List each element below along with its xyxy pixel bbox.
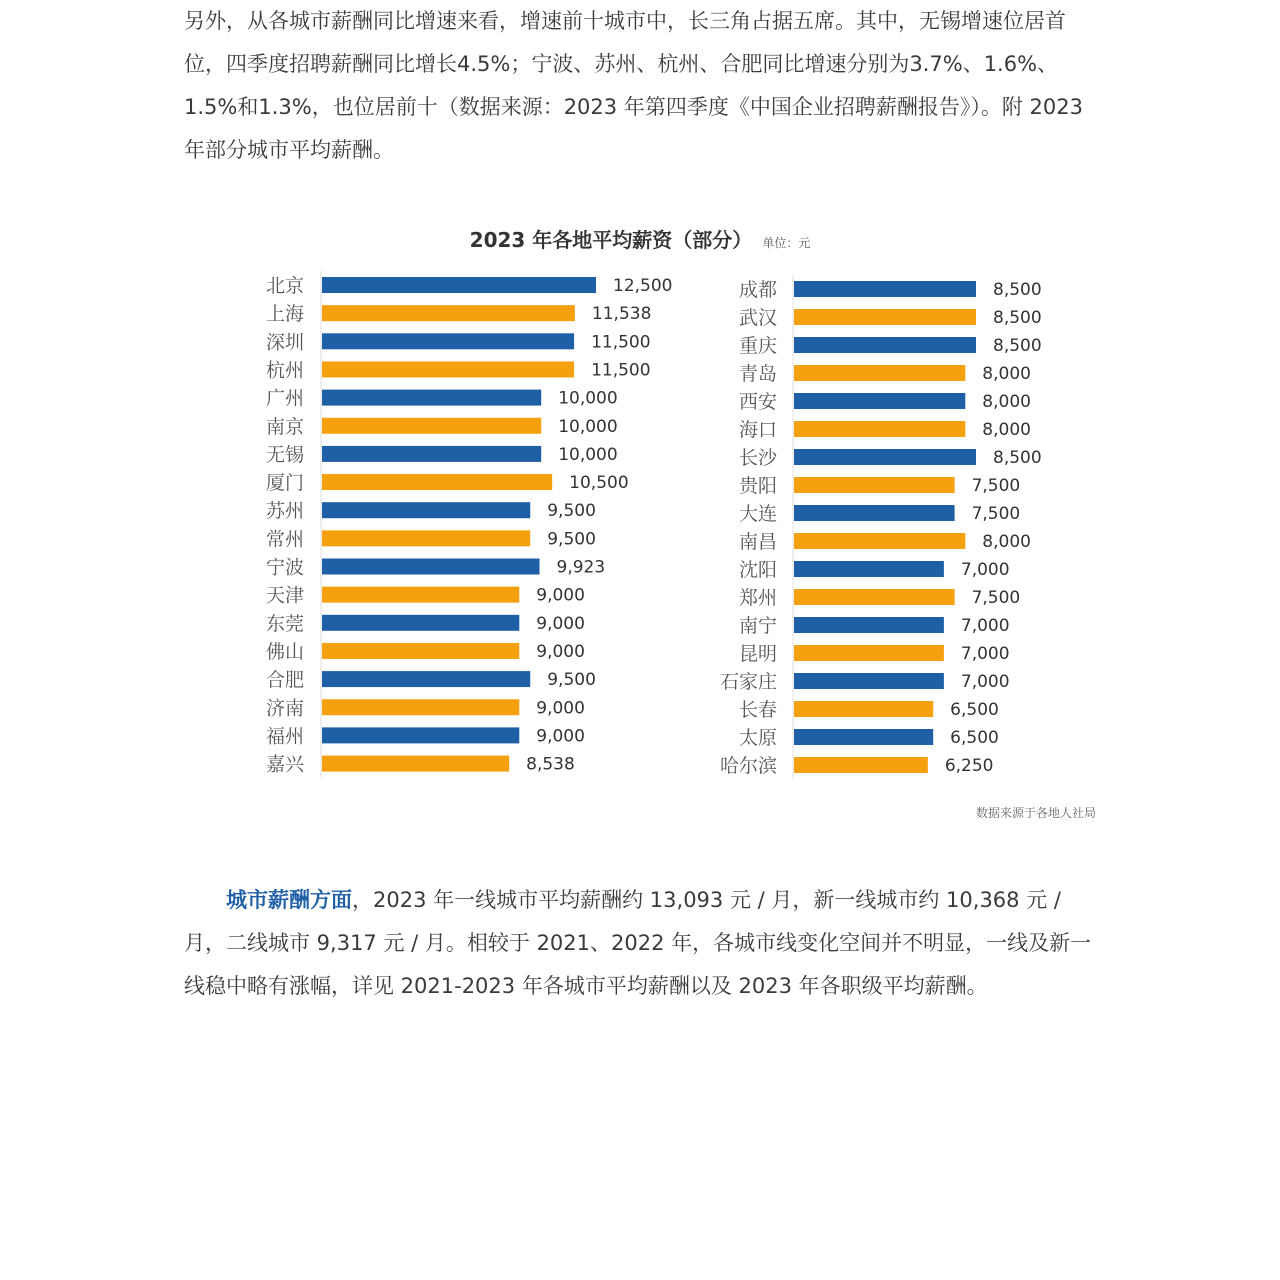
- bar-济南: [322, 699, 519, 715]
- bar-西安: [794, 393, 965, 409]
- bar-重庆: [794, 337, 976, 353]
- bar-厦门: [322, 474, 552, 490]
- bar-南昌: [794, 533, 965, 549]
- bar-长春: [794, 701, 933, 717]
- category-label: 上海: [265, 303, 304, 326]
- value-label: 10,000: [558, 388, 618, 409]
- value-label: 12,500: [613, 276, 673, 296]
- bar-常州: [322, 530, 530, 546]
- category-label: 广州: [265, 387, 304, 410]
- bar-东莞: [322, 615, 519, 631]
- city-salary-paragraph: [184, 879, 1096, 1008]
- value-label: 10,000: [558, 444, 618, 465]
- category-label: 海口: [738, 419, 777, 441]
- value-label: 9,000: [536, 613, 585, 634]
- category-label: 济南: [265, 697, 304, 720]
- bar-北京: [322, 277, 596, 293]
- bar-苏州: [322, 502, 530, 518]
- value-label: 8,500: [993, 448, 1042, 468]
- category-label: 贵阳: [738, 475, 777, 497]
- bar-武汉: [794, 309, 976, 325]
- value-label: 6,500: [950, 700, 999, 720]
- value-label: 8,000: [982, 420, 1031, 440]
- bar-佛山: [322, 643, 519, 659]
- category-label: 哈尔滨: [719, 755, 777, 777]
- chart-source: 数据来源于各地人社局: [975, 806, 1096, 820]
- value-label: 7,000: [960, 560, 1010, 580]
- bar-天津: [322, 587, 519, 603]
- bar-长沙: [794, 449, 976, 465]
- bar-无锡: [322, 446, 541, 462]
- value-label: 9,000: [536, 585, 585, 606]
- value-label: 9,500: [547, 501, 596, 522]
- value-label: 7,000: [960, 672, 1010, 692]
- category-label: 长沙: [738, 447, 777, 469]
- bar-昆明: [794, 645, 944, 661]
- value-label: 8,000: [982, 392, 1031, 412]
- highlight-heading: 城市薪酬方面: [226, 888, 352, 912]
- category-label: 杭州: [265, 359, 304, 382]
- value-label: 7,500: [971, 588, 1021, 608]
- category-label: 青岛: [738, 363, 777, 385]
- value-label: 9,500: [547, 529, 596, 550]
- bar-哈尔滨: [794, 757, 928, 773]
- value-label: 6,500: [950, 728, 999, 748]
- value-label: 7,500: [971, 476, 1021, 496]
- category-label: 福州: [265, 725, 304, 748]
- bar-南京: [322, 418, 541, 434]
- value-label: 7,000: [960, 616, 1010, 636]
- value-label: 9,000: [536, 698, 585, 719]
- value-label: 10,500: [569, 473, 629, 494]
- category-label: 东莞: [265, 612, 304, 635]
- category-label: 常州: [265, 528, 304, 551]
- value-label: 9,923: [556, 557, 606, 578]
- category-label: 南昌: [738, 531, 777, 553]
- bar-海口: [794, 421, 965, 437]
- bar-贵阳: [794, 477, 955, 493]
- value-label: 9,000: [536, 726, 585, 747]
- category-label: 佛山: [265, 640, 304, 663]
- category-label: 大连: [738, 503, 777, 525]
- value-label: 11,500: [591, 360, 651, 381]
- value-label: 7,500: [971, 504, 1021, 524]
- category-label: 武汉: [738, 307, 777, 329]
- category-label: 南宁: [738, 615, 777, 637]
- bar-成都: [794, 281, 976, 297]
- value-label: 8,538: [526, 754, 575, 775]
- value-label: 8,000: [982, 532, 1031, 552]
- bar-福州: [322, 727, 519, 743]
- bar-郑州: [794, 589, 955, 605]
- category-label: 北京: [265, 275, 304, 297]
- bar-大连: [794, 505, 955, 521]
- category-label: 沈阳: [738, 559, 777, 581]
- bar-沈阳: [794, 561, 944, 577]
- value-label: 7,000: [960, 644, 1010, 664]
- category-label: 嘉兴: [265, 753, 304, 776]
- category-label: 石家庄: [719, 671, 777, 693]
- bar-杭州: [322, 361, 574, 377]
- category-label: 南京: [265, 415, 304, 438]
- value-label: 9,500: [547, 670, 596, 691]
- bar-青岛: [794, 365, 965, 381]
- category-label: 合肥: [265, 669, 304, 692]
- bar-太原: [794, 729, 933, 745]
- category-label: 宁波: [265, 556, 304, 579]
- value-label: 9,000: [536, 641, 585, 662]
- chart-unit-label: 单位：元: [762, 236, 811, 250]
- bar-上海: [322, 305, 575, 321]
- value-label: 8,500: [993, 308, 1042, 328]
- bar-嘉兴: [322, 756, 509, 772]
- value-label: 11,500: [591, 332, 651, 353]
- category-label: 郑州: [738, 587, 777, 609]
- value-label: 11,538: [591, 304, 652, 325]
- category-label: 天津: [265, 584, 304, 607]
- value-label: 8,500: [993, 336, 1042, 356]
- bar-南宁: [794, 617, 944, 633]
- value-label: 8,500: [993, 280, 1042, 300]
- bar-深圳: [322, 333, 574, 349]
- bar-合肥: [322, 671, 530, 687]
- category-label: 深圳: [265, 331, 304, 354]
- paragraph-body: ，2023 年一线城市平均薪酬约 13,093 元 / 月，新一线城市约 10,368 元 / 月，二线城市 9,317 元 / 月。相较于 2021、2022 年，各城市线变化空间并不明显，一线及新一线稳中略有涨幅，详见 2021-2023 年各城市平均薪酬以及 2023 年各职级平均薪酬。: [184, 888, 1092, 998]
- bar-宁波: [322, 559, 540, 575]
- category-label: 苏州: [265, 500, 304, 523]
- category-label: 重庆: [738, 335, 777, 357]
- chart-title-text: 2023 年各地平均薪资（部分）: [469, 228, 753, 252]
- bar-石家庄: [794, 673, 944, 689]
- category-label: 无锡: [265, 443, 304, 466]
- category-label: 长春: [738, 699, 777, 721]
- value-label: 8,000: [982, 364, 1031, 384]
- value-label: 6,250: [944, 756, 994, 776]
- value-label: 10,000: [558, 416, 618, 437]
- category-label: 昆明: [738, 643, 777, 665]
- category-label: 太原: [738, 727, 777, 749]
- category-label: 西安: [738, 391, 777, 413]
- category-label: 厦门: [265, 472, 304, 495]
- intro-paragraph: 另外，从各城市薪酬同比增速来看，增速前十城市中，长三角占据五席。其中，无锡增速位居首位，四季度招聘薪酬同比增长4.5%；宁波、苏州、杭州、合肥同比增速分别为3.7%、1.6%、1.5%和1.3%，也位居前十（数据来源：2023 年第四季度《中国企业招聘薪酬报告》）。附 2023 年部分城市平均薪酬。: [184, 9, 1083, 162]
- bar-广州: [322, 390, 541, 406]
- category-label: 成都: [738, 279, 777, 301]
